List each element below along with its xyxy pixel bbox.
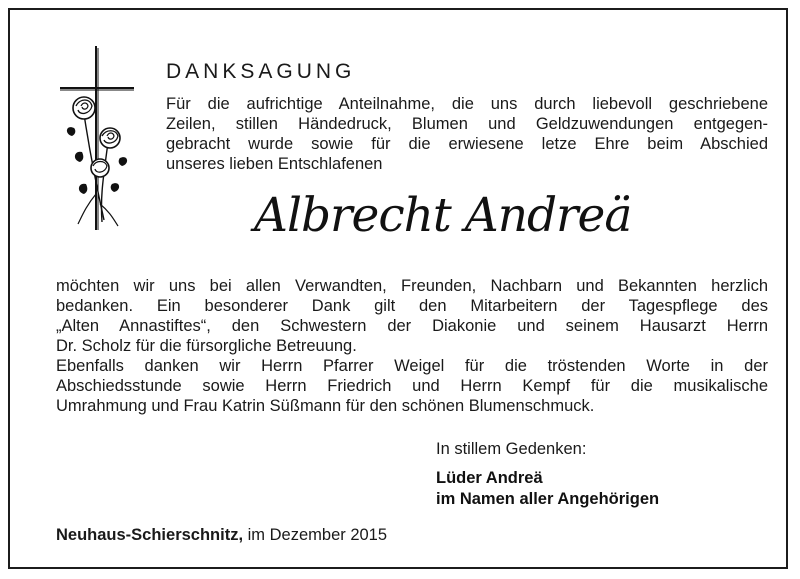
intro-line: gebracht wurde sowie für die erwiesene letze Ehre beim Abschied [166,135,768,153]
intro-paragraph [166,94,768,174]
body-line: Umrahmung und Frau Katrin Süßmann für den schönen Blumenschmuck. [56,397,595,415]
body-line: Ebenfalls danken wir Herrn Pfarrer Weigel für die tröstenden Worte in der [56,357,768,375]
memorial-phrase: In stillem Gedenken: [436,440,587,458]
signer-note: im Namen aller Angehörigen [436,490,660,508]
place-date-line [56,526,387,545]
body-line: Abschiedsstunde sowie Herrn Friedrich und Herrn Kempf für die musikalische [56,377,768,395]
intro-line: Zeilen, stillen Händedruck, Blumen und Geldzuwendungen entgegen- [166,115,768,133]
signers-block [436,468,659,510]
body-line: „Alten Annastiftes“, den Schwestern der Diakonie und seinem Hausarzt Herrn [56,317,768,335]
place-name: Neuhaus-Schierschnitz, [56,526,244,544]
signer-name: Lüder Andreä [436,469,543,487]
intro-line: Für die aufrichtige Anteilnahme, die uns durch liebevoll geschriebene [166,95,768,113]
date-text: im Dezember 2015 [247,526,388,544]
cross-with-roses-icon [56,44,136,234]
intro-line: unseres lieben Entschlafenen [166,155,383,173]
notice-heading: DANKSAGUNG [166,60,356,83]
body-line: Dr. Scholz für die fürsorgliche Betreuung. [56,337,357,355]
body-line: bedanken. Ein besonderer Dank gilt den Mitarbeitern der Tagespflege des [56,297,768,315]
thanks-paragraph [56,276,768,416]
deceased-name: Albrecht Andreä [254,188,632,243]
body-line: möchten wir uns bei allen Verwandten, Freunden, Nachbarn und Bekannten herzlich [56,277,768,295]
obituary-notice [8,8,788,569]
